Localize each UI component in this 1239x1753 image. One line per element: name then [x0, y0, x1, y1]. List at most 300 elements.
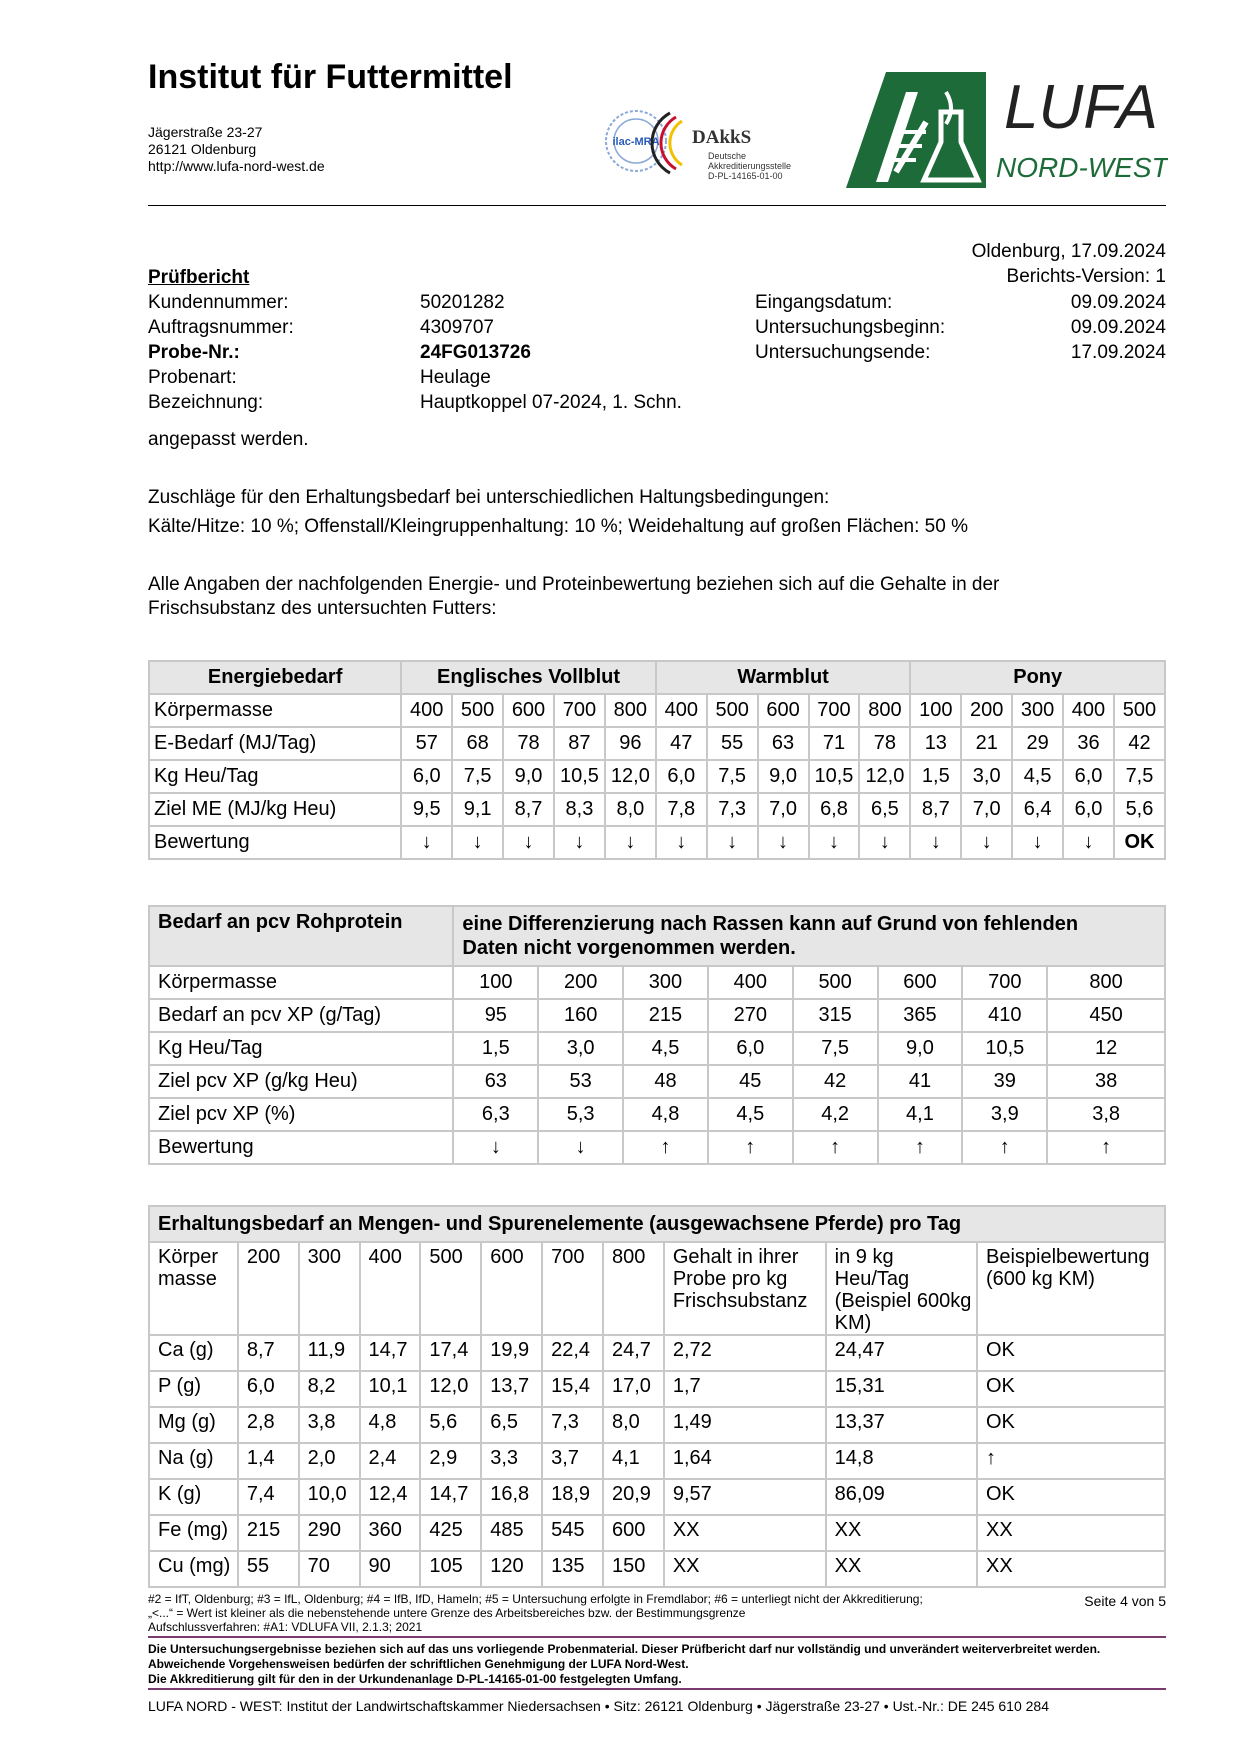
energy-cell: 12,0 [859, 760, 910, 793]
lufa-emblem-icon [846, 72, 1168, 188]
field-value-sample: 24FG013726 [420, 342, 531, 363]
minerals-head-cell: Gehalt in ihrer Probe pro kg Frischsubstanz [664, 1242, 826, 1335]
minerals-cell: 15,31 [826, 1371, 977, 1407]
minerals-row [149, 1407, 1165, 1443]
protein-cell: 450 [1047, 999, 1165, 1032]
energy-cell: 7,5 [707, 760, 758, 793]
minerals-row [149, 1515, 1165, 1551]
minerals-cell: 135 [542, 1551, 603, 1587]
energy-cell: OK [1114, 826, 1165, 859]
energy-header-row [149, 661, 1165, 694]
minerals-row [149, 1443, 1165, 1479]
minerals-head-cell: 200 [238, 1242, 299, 1335]
minerals-cell: 55 [238, 1551, 299, 1587]
energy-cell: 13 [910, 727, 961, 760]
field-value-start: 09.09.2024 [1070, 317, 1166, 338]
energy-cell: 9,0 [503, 760, 554, 793]
minerals-title-row [149, 1206, 1165, 1242]
energy-row-label: E-Bedarf (MJ/Tag) [149, 727, 401, 760]
protein-cell: ↑ [962, 1131, 1047, 1164]
minerals-cell: 14,8 [826, 1443, 977, 1479]
protein-row [149, 966, 1165, 999]
minerals-cell: 15,4 [542, 1371, 603, 1407]
energy-cell: 500 [707, 694, 758, 727]
energy-cell: ↓ [605, 826, 656, 859]
energy-cell: ↓ [401, 826, 452, 859]
energy-cell: 68 [452, 727, 503, 760]
energy-cell: 42 [1114, 727, 1165, 760]
minerals-cell: OK [977, 1407, 1165, 1443]
minerals-head-cell: 300 [299, 1242, 360, 1335]
minerals-row-label: Cu (mg) [149, 1551, 238, 1587]
minerals-cell: XX [664, 1551, 826, 1587]
accreditation-logos [604, 103, 826, 185]
protein-cell: 200 [538, 966, 623, 999]
minerals-row-label: K (g) [149, 1479, 238, 1515]
institute-title: Institut für Futtermittel [148, 58, 513, 96]
footnote-2: „<...“ = Wert ist kleiner als die nebenstehende untere Grenze des Arbeitsbereiches bzw. der Bestimmungsgrenze [148, 1606, 746, 1620]
minerals-cell: XX [664, 1515, 826, 1551]
protein-cell: 700 [962, 966, 1047, 999]
header-divider [148, 205, 1166, 206]
field-value-type: Heulage [420, 367, 491, 388]
protein-row-label: Bedarf an pcv XP (g/Tag) [149, 999, 453, 1032]
protein-cell: 270 [708, 999, 793, 1032]
minerals-table [148, 1205, 1166, 1588]
minerals-cell: OK [977, 1479, 1165, 1515]
protein-cell: 4,8 [623, 1098, 708, 1131]
protein-cell: ↑ [708, 1131, 793, 1164]
energy-cell: 57 [401, 727, 452, 760]
minerals-row-label: Fe (mg) [149, 1515, 238, 1551]
field-value-customer: 50201282 [420, 292, 505, 313]
minerals-cell: 86,09 [826, 1479, 977, 1515]
ilac-label: ilac-MRA [612, 136, 660, 148]
energy-cell: 600 [503, 694, 554, 727]
protein-cell: 3,8 [1047, 1098, 1165, 1131]
legal-2: Abweichende Vorgehensweisen bedürfen der schriftlichen Genehmigung der LUFA Nord-West. [148, 1657, 689, 1671]
minerals-cell: 14,7 [420, 1479, 481, 1515]
address-block [148, 124, 325, 175]
minerals-row-label: P (g) [149, 1371, 238, 1407]
minerals-title: Erhaltungsbedarf an Mengen- und Spurenelemente (ausgewachsene Pferde) pro Tag [149, 1206, 1165, 1242]
energy-cell: 78 [503, 727, 554, 760]
energy-head-label: Energiebedarf [149, 661, 401, 694]
paragraph-basis-1: Alle Angaben der nachfolgenden Energie- und Proteinbewertung beziehen sich auf die Gehalte in der [148, 574, 1000, 595]
minerals-head-cell: in 9 kg Heu/Tag (Beispiel 600kg KM) [826, 1242, 977, 1335]
energy-cell: 7,3 [707, 793, 758, 826]
legal-3: Die Akkreditierung gilt für den in der Urkundenanlage D-PL-14165-01-00 festgelegten Umfang. [148, 1672, 682, 1686]
paragraph-basis-2: Frischsubstanz des untersuchten Futters: [148, 598, 497, 619]
protein-cell: 3,0 [538, 1032, 623, 1065]
minerals-cell: XX [977, 1551, 1165, 1587]
protein-cell: 3,9 [962, 1098, 1047, 1131]
energy-row [149, 727, 1165, 760]
field-label-type: Probenart: [148, 367, 237, 388]
minerals-cell: 4,8 [360, 1407, 421, 1443]
energy-cell: 6,5 [859, 793, 910, 826]
minerals-head-cell: Beispielbewertung (600 kg KM) [977, 1242, 1165, 1335]
protein-cell: 53 [538, 1065, 623, 1098]
energy-head-pony: Pony [910, 661, 1165, 694]
minerals-cell: 90 [360, 1551, 421, 1587]
energy-cell: 1,5 [910, 760, 961, 793]
energy-cell: 10,5 [809, 760, 860, 793]
protein-cell: 600 [878, 966, 963, 999]
minerals-cell: 2,0 [299, 1443, 360, 1479]
minerals-cell: 20,9 [603, 1479, 664, 1515]
dakks-sub-3: D-PL-14165-01-00 [708, 171, 783, 181]
protein-row-label: Ziel pcv XP (%) [149, 1098, 453, 1131]
protein-cell: 4,5 [708, 1098, 793, 1131]
protein-cell: 315 [793, 999, 878, 1032]
protein-cell: 410 [962, 999, 1047, 1032]
field-label-start: Untersuchungsbeginn: [755, 317, 946, 338]
protein-cell: 9,0 [878, 1032, 963, 1065]
protein-row [149, 1032, 1165, 1065]
protein-cell: 42 [793, 1065, 878, 1098]
energy-row [149, 760, 1165, 793]
minerals-row-label: Na (g) [149, 1443, 238, 1479]
minerals-row [149, 1479, 1165, 1515]
energy-row-label: Ziel ME (MJ/kg Heu) [149, 793, 401, 826]
paragraph-surcharges: Zuschläge für den Erhaltungsbedarf bei unterschiedlichen Haltungsbedingungen: [148, 487, 830, 508]
footer-address: LUFA NORD - WEST: Institut der Landwirtschaftskammer Niedersachsen • Sitz: 26121 Oldenburg • Jägerstraße 23-27 • Ust.-Nr.: DE 245 610 284 [148, 1698, 1049, 1714]
footer-rule-bottom [148, 1688, 1166, 1690]
protein-cell: 48 [623, 1065, 708, 1098]
minerals-row [149, 1551, 1165, 1587]
field-value-end: 17.09.2024 [1070, 342, 1166, 363]
dakks-sub-2: Akkreditierungsstelle [708, 161, 792, 171]
energy-cell: ↓ [758, 826, 809, 859]
protein-cell: 4,1 [878, 1098, 963, 1131]
footnote-1: #2 = IfT, Oldenburg; #3 = IfL, Oldenburg; #4 = IfB, IfD, Hameln; #5 = Untersuchung erfolgte in Fremdlabor; #6 = unterliegt nicht der Akkreditierung; [148, 1592, 923, 1606]
protein-cell: 4,2 [793, 1098, 878, 1131]
minerals-cell: 13,7 [481, 1371, 542, 1407]
minerals-cell: 150 [603, 1551, 664, 1587]
protein-body [149, 966, 1165, 1164]
protein-cell: 39 [962, 1065, 1047, 1098]
energy-cell: 21 [961, 727, 1012, 760]
minerals-cell: 6,5 [481, 1407, 542, 1443]
energy-cell: 10,5 [554, 760, 605, 793]
energy-cell: 6,0 [656, 760, 707, 793]
energy-cell: 12,0 [605, 760, 656, 793]
minerals-head-cell: 500 [420, 1242, 481, 1335]
minerals-cell: 18,9 [542, 1479, 603, 1515]
energy-cell: 96 [605, 727, 656, 760]
minerals-cell: 4,1 [603, 1443, 664, 1479]
energy-cell: 9,5 [401, 793, 452, 826]
minerals-cell: OK [977, 1335, 1165, 1371]
energy-cell: 300 [1012, 694, 1063, 727]
minerals-cell: 8,7 [238, 1335, 299, 1371]
minerals-head-cell: 800 [603, 1242, 664, 1335]
protein-cell: 6,0 [708, 1032, 793, 1065]
energy-cell: 6,0 [1063, 760, 1114, 793]
paragraph-surcharges-values: Kälte/Hitze: 10 %; Offenstall/Kleingruppenhaltung: 10 %; Weidehaltung auf großen Flächen: 50 % [148, 516, 968, 537]
energy-cell: 500 [452, 694, 503, 727]
minerals-cell: 8,0 [603, 1407, 664, 1443]
footnote-3: Aufschlussverfahren: #A1: VDLUFA VII, 2.1.3; 2021 [148, 1620, 423, 1634]
protein-cell: 500 [793, 966, 878, 999]
energy-cell: 8,3 [554, 793, 605, 826]
energy-cell: 63 [758, 727, 809, 760]
page-number: Seite 4 von 5 [1084, 1593, 1166, 1609]
logo-text: LUFA [1004, 73, 1158, 142]
energy-cell: ↓ [910, 826, 961, 859]
protein-cell: ↑ [793, 1131, 878, 1164]
protein-head-note-line1: eine Differenzierung nach Rassen kann auf Grund von fehlenden [462, 913, 1079, 935]
field-label-customer: Kundennummer: [148, 292, 289, 313]
field-value-order: 4309707 [420, 317, 494, 338]
protein-cell: 1,5 [453, 1032, 538, 1065]
energy-row-label: Körpermasse [149, 694, 401, 727]
paragraph-adjusted: angepasst werden. [148, 429, 309, 450]
protein-cell: 100 [453, 966, 538, 999]
minerals-row [149, 1371, 1165, 1407]
protein-row-label: Bewertung [149, 1131, 453, 1164]
energy-cell: ↓ [452, 826, 503, 859]
minerals-cell: 2,4 [360, 1443, 421, 1479]
protein-cell: 4,5 [623, 1032, 708, 1065]
minerals-cell: ↑ [977, 1443, 1165, 1479]
protein-row-label: Ziel pcv XP (g/kg Heu) [149, 1065, 453, 1098]
address-city: 26121 Oldenburg [148, 141, 257, 157]
protein-row [149, 999, 1165, 1032]
protein-cell: 45 [708, 1065, 793, 1098]
energy-cell: ↓ [809, 826, 860, 859]
energy-cell: ↓ [859, 826, 910, 859]
minerals-row-label: Ca (g) [149, 1335, 238, 1371]
energy-cell: 3,0 [961, 760, 1012, 793]
minerals-cell: XX [826, 1515, 977, 1551]
protein-cell: ↓ [453, 1131, 538, 1164]
protein-row-label: Kg Heu/Tag [149, 1032, 453, 1065]
minerals-row-label: Mg (g) [149, 1407, 238, 1443]
field-label-received: Eingangsdatum: [755, 292, 893, 313]
energy-cell: ↓ [961, 826, 1012, 859]
minerals-cell: 2,8 [238, 1407, 299, 1443]
legal-1: Die Untersuchungsergebnisse beziehen sich auf das uns vorliegende Probenmaterial. Dieser Prüfbericht darf nur vollständig und unverändert weiterverbreitet werden. [148, 1642, 1101, 1656]
energy-cell: 29 [1012, 727, 1063, 760]
energy-cell: ↓ [503, 826, 554, 859]
minerals-body [149, 1335, 1165, 1587]
protein-cell: 400 [708, 966, 793, 999]
minerals-cell: 10,1 [360, 1371, 421, 1407]
energy-cell: 200 [961, 694, 1012, 727]
minerals-cell: 17,4 [420, 1335, 481, 1371]
energy-cell: 8,7 [503, 793, 554, 826]
energy-cell: 7,8 [656, 793, 707, 826]
energy-cell: 7,5 [452, 760, 503, 793]
protein-row-label: Körpermasse [149, 966, 453, 999]
minerals-cell: 10,0 [299, 1479, 360, 1515]
protein-cell: 95 [453, 999, 538, 1032]
minerals-cell: 19,9 [481, 1335, 542, 1371]
minerals-cell: 5,6 [420, 1407, 481, 1443]
minerals-cell: 22,4 [542, 1335, 603, 1371]
protein-cell: ↑ [1047, 1131, 1165, 1164]
minerals-cell: 17,0 [603, 1371, 664, 1407]
protein-head-label: Bedarf an pcv Rohprotein [149, 906, 453, 966]
energy-cell: 7,0 [758, 793, 809, 826]
minerals-cell: 7,4 [238, 1479, 299, 1515]
field-value-name: Hauptkoppel 07-2024, 1. Schn. [420, 392, 682, 413]
protein-cell: 300 [623, 966, 708, 999]
minerals-cell: 2,72 [664, 1335, 826, 1371]
energy-cell: ↓ [1063, 826, 1114, 859]
minerals-cell: XX [826, 1551, 977, 1587]
dakks-label: DAkkS [692, 127, 752, 148]
energy-cell: 400 [1063, 694, 1114, 727]
energy-cell: 55 [707, 727, 758, 760]
protein-cell: 63 [453, 1065, 538, 1098]
minerals-cell: 215 [238, 1515, 299, 1551]
address-url[interactable]: http://www.lufa-nord-west.de [148, 158, 325, 174]
minerals-cell: 360 [360, 1515, 421, 1551]
protein-cell: 38 [1047, 1065, 1165, 1098]
protein-cell: 160 [538, 999, 623, 1032]
minerals-cell: 290 [299, 1515, 360, 1551]
protein-row [149, 1098, 1165, 1131]
minerals-cell: 2,9 [420, 1443, 481, 1479]
energy-cell: 6,4 [1012, 793, 1063, 826]
logo-subtext: NORD-WEST [996, 152, 1168, 183]
field-value-received: 09.09.2024 [1070, 292, 1166, 313]
address-street: Jägerstraße 23-27 [148, 124, 263, 140]
energy-cell: 7,5 [1114, 760, 1165, 793]
energy-cell: 87 [554, 727, 605, 760]
minerals-cell: 120 [481, 1551, 542, 1587]
energy-table [148, 660, 1166, 860]
energy-cell: ↓ [554, 826, 605, 859]
field-label-name: Bezeichnung: [148, 392, 264, 413]
energy-cell: 9,1 [452, 793, 503, 826]
protein-header-row [149, 906, 1165, 966]
energy-cell: ↓ [656, 826, 707, 859]
protein-cell: ↓ [538, 1131, 623, 1164]
minerals-cell: 105 [420, 1551, 481, 1587]
minerals-cell: 11,9 [299, 1335, 360, 1371]
energy-cell: 800 [605, 694, 656, 727]
energy-cell: 6,0 [401, 760, 452, 793]
energy-cell: 6,8 [809, 793, 860, 826]
energy-cell: ↓ [1012, 826, 1063, 859]
protein-row [149, 1065, 1165, 1098]
field-label-order: Auftragsnummer: [148, 317, 294, 338]
minerals-cell: 545 [542, 1515, 603, 1551]
minerals-cell: 12,0 [420, 1371, 481, 1407]
lufa-logo [846, 72, 1168, 188]
energy-cell: 400 [656, 694, 707, 727]
minerals-cell: 8,2 [299, 1371, 360, 1407]
minerals-row [149, 1335, 1165, 1371]
dakks-sub-1: Deutsche [708, 151, 747, 161]
minerals-cell: OK [977, 1371, 1165, 1407]
energy-row [149, 694, 1165, 727]
energy-cell: 600 [758, 694, 809, 727]
energy-cell: 700 [809, 694, 860, 727]
minerals-cell: 1,4 [238, 1443, 299, 1479]
minerals-cell: 16,8 [481, 1479, 542, 1515]
minerals-cell: XX [977, 1515, 1165, 1551]
minerals-cell: 3,3 [481, 1443, 542, 1479]
minerals-cell: 7,3 [542, 1407, 603, 1443]
protein-cell: 5,3 [538, 1098, 623, 1131]
energy-cell: 7,0 [961, 793, 1012, 826]
energy-row [149, 793, 1165, 826]
minerals-cell: 12,4 [360, 1479, 421, 1515]
protein-cell: ↑ [878, 1131, 963, 1164]
minerals-cell: 1,49 [664, 1407, 826, 1443]
minerals-cell: 13,37 [826, 1407, 977, 1443]
energy-cell: 71 [809, 727, 860, 760]
energy-cell: 8,0 [605, 793, 656, 826]
minerals-cell: 24,47 [826, 1335, 977, 1371]
minerals-head-cell: 700 [542, 1242, 603, 1335]
energy-cell: 78 [859, 727, 910, 760]
energy-body [149, 694, 1165, 859]
energy-head-thoroughbred: Englisches Vollblut [401, 661, 656, 694]
field-label-end: Untersuchungsende: [755, 342, 931, 363]
report-heading: Prüfbericht [148, 267, 250, 288]
energy-cell: 9,0 [758, 760, 809, 793]
footer-rule-top [148, 1636, 1166, 1638]
minerals-cell: 9,57 [664, 1479, 826, 1515]
place-date: Oldenburg, 17.09.2024 [971, 241, 1166, 262]
energy-cell: 800 [859, 694, 910, 727]
energy-cell: ↓ [707, 826, 758, 859]
energy-row-label: Kg Heu/Tag [149, 760, 401, 793]
minerals-header-row [149, 1242, 1165, 1335]
minerals-cell: 1,7 [664, 1371, 826, 1407]
minerals-cell: 1,64 [664, 1443, 826, 1479]
energy-cell: 36 [1063, 727, 1114, 760]
energy-cell: 4,5 [1012, 760, 1063, 793]
energy-cell: 8,7 [910, 793, 961, 826]
protein-cell: 10,5 [962, 1032, 1047, 1065]
energy-row-label: Bewertung [149, 826, 401, 859]
protein-head-note-line2: Daten nicht vorgenommen werden. [462, 937, 796, 959]
energy-head-warmblood: Warmblut [656, 661, 911, 694]
energy-cell: 6,0 [1063, 793, 1114, 826]
protein-head-note [453, 906, 1165, 966]
minerals-cell: 6,0 [238, 1371, 299, 1407]
protein-cell: 7,5 [793, 1032, 878, 1065]
minerals-head-cell: 400 [360, 1242, 421, 1335]
report-version: Berichts-Version: 1 [1006, 266, 1166, 287]
energy-cell: 100 [910, 694, 961, 727]
protein-row [149, 1131, 1165, 1164]
minerals-cell: 3,7 [542, 1443, 603, 1479]
energy-cell: 500 [1114, 694, 1165, 727]
energy-cell: 700 [554, 694, 605, 727]
minerals-cell: 24,7 [603, 1335, 664, 1371]
minerals-head-cell: Körper masse [149, 1242, 238, 1335]
protein-cell: ↑ [623, 1131, 708, 1164]
energy-cell: 5,6 [1114, 793, 1165, 826]
minerals-cell: 70 [299, 1551, 360, 1587]
protein-cell: 6,3 [453, 1098, 538, 1131]
minerals-head-cell: 600 [481, 1242, 542, 1335]
energy-cell: 400 [401, 694, 452, 727]
protein-cell: 41 [878, 1065, 963, 1098]
protein-cell: 800 [1047, 966, 1165, 999]
energy-cell: 47 [656, 727, 707, 760]
protein-cell: 12 [1047, 1032, 1165, 1065]
energy-row [149, 826, 1165, 859]
